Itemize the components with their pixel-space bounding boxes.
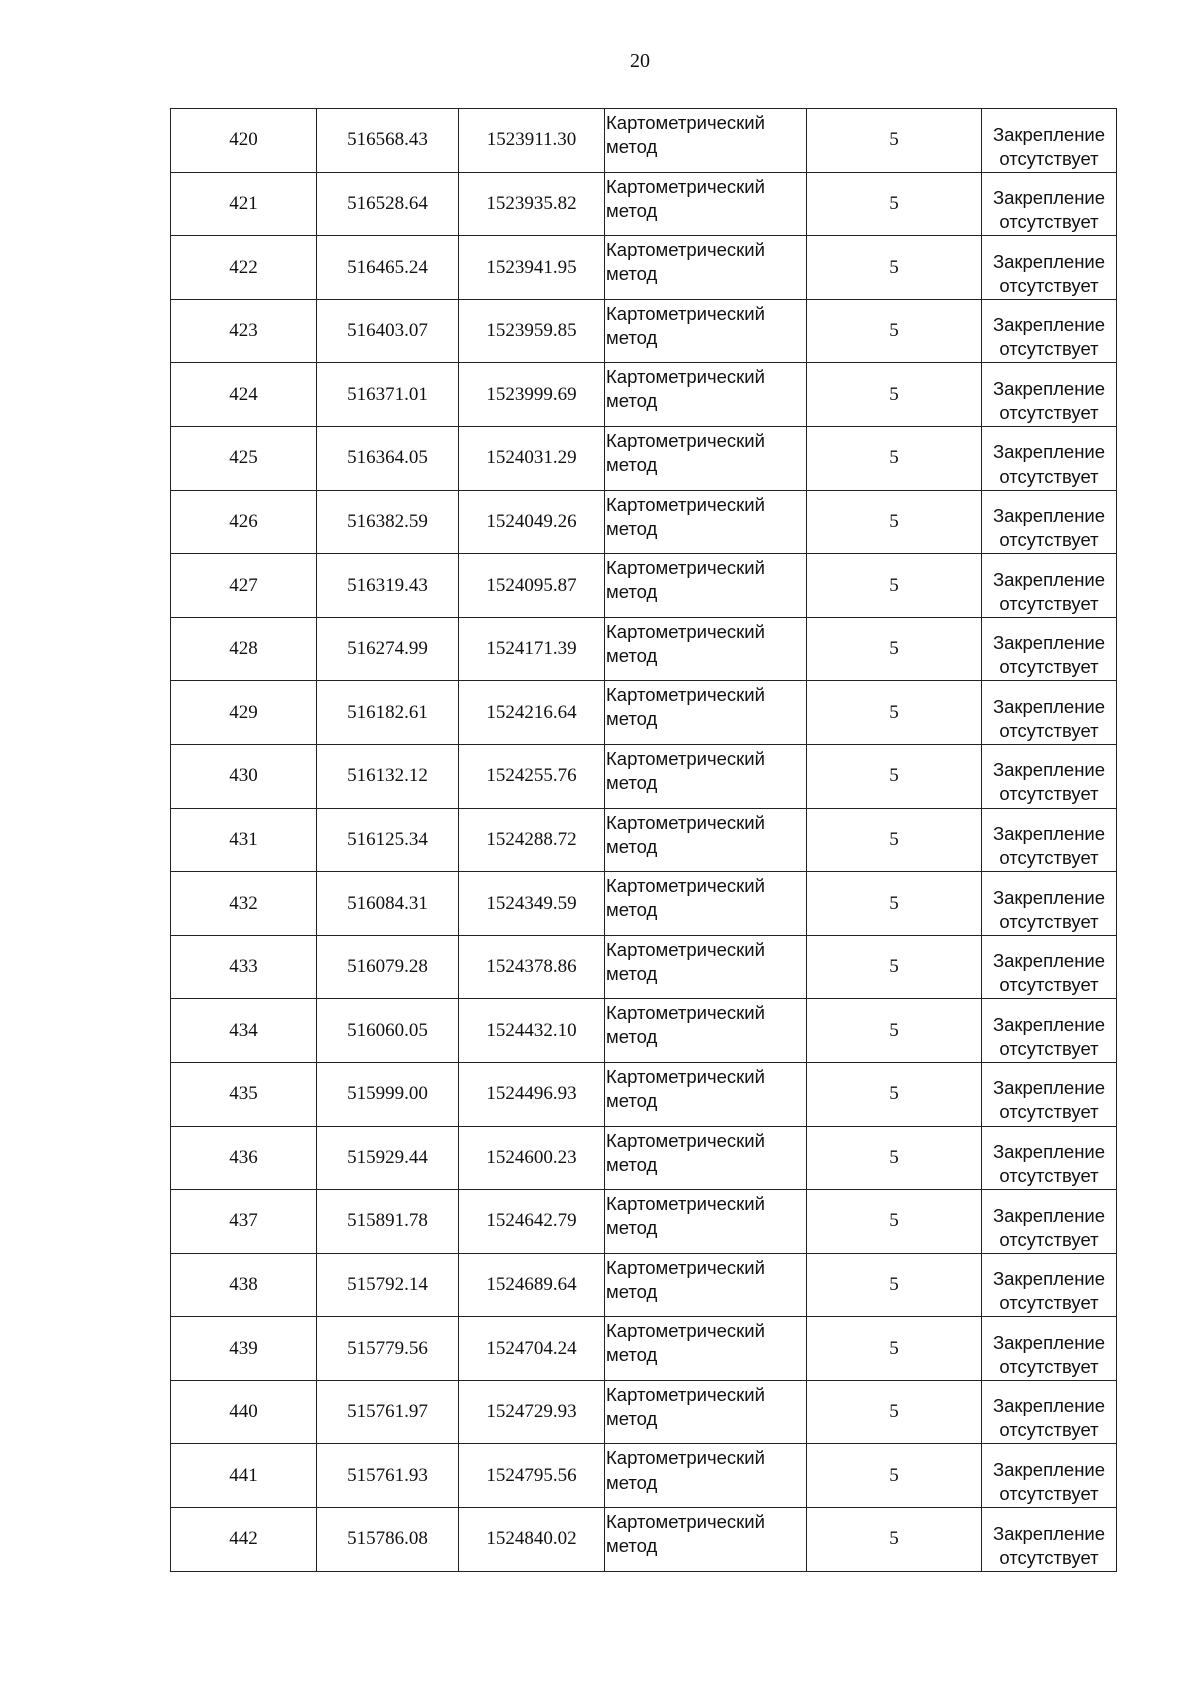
fixation-line-1: Закрепление <box>992 632 1106 654</box>
method-line-1: Картометрический <box>606 620 765 642</box>
fixation-cell <box>982 1190 1117 1254</box>
fixation-line-2: отсутствует <box>999 401 1099 423</box>
fixation-line-1: Закрепление <box>992 823 1106 845</box>
method-line-1: Картометрический <box>606 1320 765 1342</box>
fixation-cell <box>982 363 1117 427</box>
method-line-1: Картометрический <box>606 302 765 324</box>
method-line-2: метод <box>606 263 658 285</box>
fixation-line-1: Закрепление <box>992 377 1106 399</box>
fixation-line-2: отсутствует <box>999 719 1099 741</box>
y-coordinate-cell: 1524378.86 <box>459 935 605 999</box>
method-line-1: Картометрический <box>606 366 765 388</box>
accuracy-cell: 5 <box>807 617 982 681</box>
method-cell <box>605 999 807 1063</box>
fixation-line-2: отсутствует <box>999 1483 1099 1505</box>
accuracy-cell: 5 <box>807 681 982 745</box>
accuracy-cell: 5 <box>807 109 982 173</box>
point-number-cell: 423 <box>171 299 317 363</box>
method-line-1: Картометрический <box>606 1383 765 1405</box>
fixation-line-1: Закрепление <box>992 950 1106 972</box>
x-coordinate-cell: 516060.05 <box>317 999 459 1063</box>
x-coordinate-cell: 515891.78 <box>317 1190 459 1254</box>
x-coordinate-cell: 515761.97 <box>317 1380 459 1444</box>
method-line-2: метод <box>606 581 658 603</box>
method-line-2: метод <box>606 644 658 666</box>
accuracy-cell: 5 <box>807 554 982 618</box>
fixation-line-2: отсутствует <box>999 147 1099 169</box>
fixation-cell <box>982 1062 1117 1126</box>
y-coordinate-cell: 1524288.72 <box>459 808 605 872</box>
point-number-cell: 431 <box>171 808 317 872</box>
method-cell <box>605 681 807 745</box>
table-row <box>171 1126 1117 1190</box>
table-row <box>171 236 1117 300</box>
point-number-cell: 420 <box>171 109 317 173</box>
x-coordinate-cell: 516079.28 <box>317 935 459 999</box>
table-row <box>171 617 1117 681</box>
fixation-line-1: Закрепление <box>992 1331 1106 1353</box>
method-cell <box>605 872 807 936</box>
accuracy-cell: 5 <box>807 999 982 1063</box>
method-cell <box>605 1317 807 1381</box>
fixation-cell <box>982 1317 1117 1381</box>
method-line-2: метод <box>606 517 658 539</box>
fixation-line-1: Закрепление <box>992 250 1106 272</box>
method-line-1: Картометрический <box>606 747 765 769</box>
method-line-2: метод <box>606 771 658 793</box>
y-coordinate-cell: 1524704.24 <box>459 1317 605 1381</box>
y-coordinate-cell: 1524095.87 <box>459 554 605 618</box>
point-number-cell: 436 <box>171 1126 317 1190</box>
fixation-line-2: отсутствует <box>999 1355 1099 1377</box>
x-coordinate-cell: 516382.59 <box>317 490 459 554</box>
method-cell <box>605 617 807 681</box>
fixation-cell <box>982 490 1117 554</box>
method-cell <box>605 109 807 173</box>
method-line-1: Картометрический <box>606 1129 765 1151</box>
method-line-1: Картометрический <box>606 1511 765 1533</box>
method-cell <box>605 744 807 808</box>
table-row <box>171 363 1117 427</box>
fixation-line-1: Закрепление <box>992 441 1106 463</box>
method-cell <box>605 426 807 490</box>
x-coordinate-cell: 515786.08 <box>317 1508 459 1572</box>
table-row <box>171 999 1117 1063</box>
method-line-2: метод <box>606 136 658 158</box>
fixation-line-2: отсутствует <box>999 783 1099 805</box>
x-coordinate-cell: 515929.44 <box>317 1126 459 1190</box>
method-cell <box>605 1126 807 1190</box>
method-line-1: Картометрический <box>606 938 765 960</box>
method-cell <box>605 1380 807 1444</box>
method-cell <box>605 236 807 300</box>
fixation-cell <box>982 426 1117 490</box>
point-number-cell: 421 <box>171 172 317 236</box>
table-row <box>171 1444 1117 1508</box>
fixation-cell <box>982 236 1117 300</box>
fixation-line-2: отсутствует <box>999 656 1099 678</box>
method-line-2: метод <box>606 454 658 476</box>
fixation-cell <box>982 681 1117 745</box>
y-coordinate-cell: 1524349.59 <box>459 872 605 936</box>
method-line-2: метод <box>606 390 658 412</box>
method-line-1: Картометрический <box>606 1002 765 1024</box>
y-coordinate-cell: 1523999.69 <box>459 363 605 427</box>
method-line-1: Картометрический <box>606 684 765 706</box>
method-cell <box>605 554 807 618</box>
table-row <box>171 935 1117 999</box>
fixation-cell <box>982 744 1117 808</box>
x-coordinate-cell: 516528.64 <box>317 172 459 236</box>
fixation-line-2: отсутствует <box>999 1546 1099 1568</box>
method-line-2: метод <box>606 708 658 730</box>
fixation-cell <box>982 299 1117 363</box>
method-cell <box>605 1253 807 1317</box>
x-coordinate-cell: 516182.61 <box>317 681 459 745</box>
method-line-2: метод <box>606 1280 658 1302</box>
accuracy-cell: 5 <box>807 744 982 808</box>
x-coordinate-cell: 516364.05 <box>317 426 459 490</box>
method-line-1: Картометрический <box>606 557 765 579</box>
fixation-cell <box>982 172 1117 236</box>
fixation-line-1: Закрепление <box>992 1522 1106 1544</box>
table-row <box>171 1317 1117 1381</box>
point-number-cell: 438 <box>171 1253 317 1317</box>
method-line-2: метод <box>606 899 658 921</box>
fixation-line-1: Закрепление <box>992 187 1106 209</box>
point-number-cell: 441 <box>171 1444 317 1508</box>
fixation-line-2: отсутствует <box>999 274 1099 296</box>
method-cell <box>605 1444 807 1508</box>
fixation-line-2: отсутствует <box>999 910 1099 932</box>
point-number-cell: 433 <box>171 935 317 999</box>
table-row <box>171 681 1117 745</box>
method-cell <box>605 935 807 999</box>
page-number: 20 <box>630 50 650 72</box>
fixation-line-2: отсутствует <box>999 1037 1099 1059</box>
method-line-1: Картометрический <box>606 429 765 451</box>
x-coordinate-cell: 516568.43 <box>317 109 459 173</box>
y-coordinate-cell: 1524840.02 <box>459 1508 605 1572</box>
table-row <box>171 808 1117 872</box>
method-cell <box>605 1062 807 1126</box>
method-cell <box>605 808 807 872</box>
method-line-2: метод <box>606 1471 658 1493</box>
method-line-2: метод <box>606 326 658 348</box>
fixation-line-2: отсутствует <box>999 529 1099 551</box>
accuracy-cell: 5 <box>807 236 982 300</box>
table-row <box>171 1253 1117 1317</box>
fixation-line-1: Закрепление <box>992 568 1106 590</box>
fixation-line-2: отсутствует <box>999 1292 1099 1314</box>
fixation-cell <box>982 1253 1117 1317</box>
fixation-cell <box>982 1380 1117 1444</box>
fixation-line-2: отсутствует <box>999 1101 1099 1123</box>
fixation-cell <box>982 872 1117 936</box>
fixation-cell <box>982 935 1117 999</box>
point-number-cell: 442 <box>171 1508 317 1572</box>
fixation-line-2: отсутствует <box>999 592 1099 614</box>
coordinates-table <box>170 108 1117 1572</box>
method-cell <box>605 1190 807 1254</box>
point-number-cell: 435 <box>171 1062 317 1126</box>
y-coordinate-cell: 1523935.82 <box>459 172 605 236</box>
point-number-cell: 429 <box>171 681 317 745</box>
accuracy-cell: 5 <box>807 299 982 363</box>
method-line-2: метод <box>606 1089 658 1111</box>
x-coordinate-cell: 516125.34 <box>317 808 459 872</box>
fixation-line-1: Закрепление <box>992 695 1106 717</box>
method-line-1: Картометрический <box>606 239 765 261</box>
method-line-2: метод <box>606 1344 658 1366</box>
method-line-1: Картометрический <box>606 112 765 133</box>
fixation-line-1: Закрепление <box>992 759 1106 781</box>
y-coordinate-cell: 1524031.29 <box>459 426 605 490</box>
point-number-cell: 439 <box>171 1317 317 1381</box>
x-coordinate-cell: 516319.43 <box>317 554 459 618</box>
table-row <box>171 490 1117 554</box>
y-coordinate-cell: 1523911.30 <box>459 109 605 173</box>
method-line-2: метод <box>606 835 658 857</box>
fixation-cell <box>982 808 1117 872</box>
y-coordinate-cell: 1524642.79 <box>459 1190 605 1254</box>
x-coordinate-cell: 516132.12 <box>317 744 459 808</box>
fixation-cell <box>982 999 1117 1063</box>
method-line-2: метод <box>606 1153 658 1175</box>
method-line-1: Картометрический <box>606 175 765 197</box>
method-cell <box>605 172 807 236</box>
y-coordinate-cell: 1524171.39 <box>459 617 605 681</box>
fixation-line-2: отсутствует <box>999 465 1099 487</box>
accuracy-cell: 5 <box>807 872 982 936</box>
method-line-1: Картометрический <box>606 1447 765 1469</box>
fixation-line-1: Закрепление <box>992 1458 1106 1480</box>
accuracy-cell: 5 <box>807 1444 982 1508</box>
method-line-2: метод <box>606 1407 658 1429</box>
x-coordinate-cell: 516084.31 <box>317 872 459 936</box>
y-coordinate-cell: 1524432.10 <box>459 999 605 1063</box>
point-number-cell: 440 <box>171 1380 317 1444</box>
method-cell <box>605 363 807 427</box>
y-coordinate-cell: 1524255.76 <box>459 744 605 808</box>
y-coordinate-cell: 1524795.56 <box>459 1444 605 1508</box>
method-line-1: Картометрический <box>606 875 765 897</box>
table-row <box>171 554 1117 618</box>
table-row <box>171 1190 1117 1254</box>
method-cell <box>605 299 807 363</box>
method-line-2: метод <box>606 199 658 221</box>
x-coordinate-cell: 516371.01 <box>317 363 459 427</box>
fixation-cell <box>982 109 1117 173</box>
fixation-line-1: Закрепление <box>992 1268 1106 1290</box>
fixation-line-1: Закрепление <box>992 1141 1106 1162</box>
x-coordinate-cell: 515779.56 <box>317 1317 459 1381</box>
y-coordinate-cell: 1524729.93 <box>459 1380 605 1444</box>
point-number-cell: 426 <box>171 490 317 554</box>
x-coordinate-cell: 515761.93 <box>317 1444 459 1508</box>
accuracy-cell: 5 <box>807 1508 982 1572</box>
fixation-line-1: Закрепление <box>992 886 1106 908</box>
accuracy-cell: 5 <box>807 1062 982 1126</box>
method-line-2: метод <box>606 962 658 984</box>
x-coordinate-cell: 515999.00 <box>317 1062 459 1126</box>
y-coordinate-cell: 1524216.64 <box>459 681 605 745</box>
method-line-1: Картометрический <box>606 811 765 833</box>
fixation-cell <box>982 554 1117 618</box>
table-row <box>171 744 1117 808</box>
accuracy-cell: 5 <box>807 1190 982 1254</box>
x-coordinate-cell: 516274.99 <box>317 617 459 681</box>
method-line-2: метод <box>606 1535 658 1557</box>
fixation-line-2: отсутствует <box>999 1419 1099 1441</box>
point-number-cell: 437 <box>171 1190 317 1254</box>
x-coordinate-cell: 516403.07 <box>317 299 459 363</box>
accuracy-cell: 5 <box>807 490 982 554</box>
y-coordinate-cell: 1524600.23 <box>459 1126 605 1190</box>
fixation-line-2: отсутствует <box>999 338 1099 360</box>
point-number-cell: 434 <box>171 999 317 1063</box>
fixation-line-1: Закрепление <box>992 1013 1106 1035</box>
fixation-line-2: отсутствует <box>999 1165 1099 1187</box>
table-row <box>171 172 1117 236</box>
fixation-cell <box>982 617 1117 681</box>
fixation-line-2: отсутствует <box>999 1228 1099 1250</box>
table-row <box>171 1062 1117 1126</box>
accuracy-cell: 5 <box>807 808 982 872</box>
method-cell <box>605 1508 807 1572</box>
accuracy-cell: 5 <box>807 172 982 236</box>
fixation-line-1: Закрепление <box>992 1204 1106 1226</box>
y-coordinate-cell: 1523941.95 <box>459 236 605 300</box>
method-cell <box>605 490 807 554</box>
accuracy-cell: 5 <box>807 1253 982 1317</box>
accuracy-cell: 5 <box>807 363 982 427</box>
method-line-1: Картометрический <box>606 1193 765 1215</box>
y-coordinate-cell: 1524049.26 <box>459 490 605 554</box>
point-number-cell: 425 <box>171 426 317 490</box>
fixation-line-1: Закрепление <box>992 1077 1106 1099</box>
point-number-cell: 424 <box>171 363 317 427</box>
accuracy-cell: 5 <box>807 1380 982 1444</box>
fixation-cell <box>982 1126 1117 1190</box>
table-row <box>171 426 1117 490</box>
fixation-cell <box>982 1508 1117 1572</box>
fixation-cell <box>982 1444 1117 1508</box>
fixation-line-1: Закрепление <box>992 505 1106 527</box>
point-number-cell: 422 <box>171 236 317 300</box>
x-coordinate-cell: 516465.24 <box>317 236 459 300</box>
fixation-line-2: отсутствует <box>999 974 1099 996</box>
accuracy-cell: 5 <box>807 426 982 490</box>
accuracy-cell: 5 <box>807 935 982 999</box>
table-row <box>171 109 1117 173</box>
method-line-1: Картометрический <box>606 1256 765 1278</box>
table-row <box>171 1380 1117 1444</box>
point-number-cell: 432 <box>171 872 317 936</box>
method-line-1: Картометрический <box>606 493 765 515</box>
y-coordinate-cell: 1524496.93 <box>459 1062 605 1126</box>
method-line-1: Картометрический <box>606 1065 765 1087</box>
fixation-line-2: отсутствует <box>999 847 1099 869</box>
fixation-line-1: Закрепление <box>992 1395 1106 1417</box>
method-line-2: метод <box>606 1217 658 1239</box>
table-row <box>171 872 1117 936</box>
fixation-line-1: Закрепление <box>992 314 1106 336</box>
method-line-2: метод <box>606 1026 658 1048</box>
fixation-line-2: отсутствует <box>999 211 1099 233</box>
x-coordinate-cell: 515792.14 <box>317 1253 459 1317</box>
accuracy-cell: 5 <box>807 1126 982 1190</box>
point-number-cell: 430 <box>171 744 317 808</box>
table-row <box>171 1508 1117 1572</box>
coordinates-table-body <box>171 109 1117 1572</box>
point-number-cell: 428 <box>171 617 317 681</box>
accuracy-cell: 5 <box>807 1317 982 1381</box>
point-number-cell: 427 <box>171 554 317 618</box>
y-coordinate-cell: 1523959.85 <box>459 299 605 363</box>
table-row <box>171 299 1117 363</box>
y-coordinate-cell: 1524689.64 <box>459 1253 605 1317</box>
fixation-line-1: Закрепление <box>992 123 1106 145</box>
